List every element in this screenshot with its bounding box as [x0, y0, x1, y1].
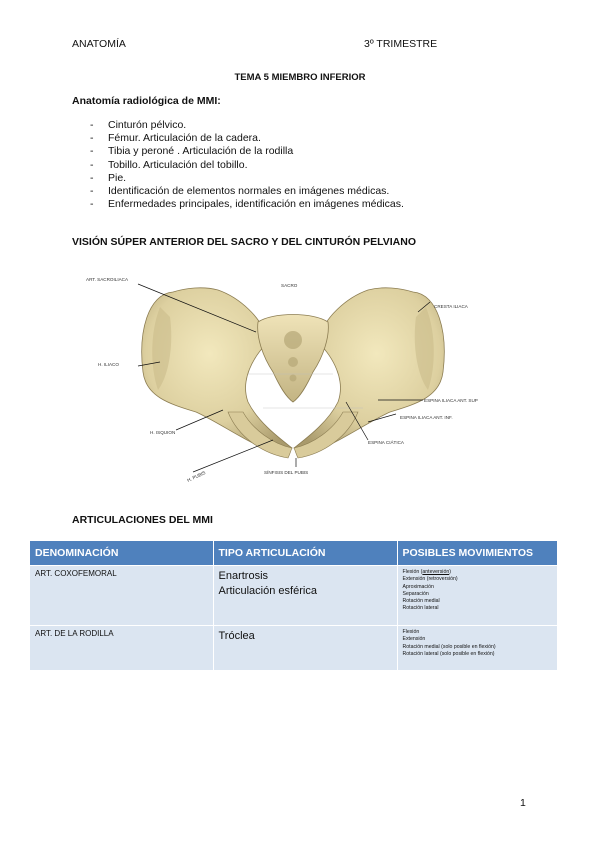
movement-item: Aproximación [402, 583, 434, 590]
joint-name: ART. COXOFEMORAL [30, 566, 213, 626]
section-heading-pelvis: VISIÓN SÚPER ANTERIOR DEL SACRO Y DEL CINTURÓN PELVIANO [72, 236, 417, 248]
page-title: TEMA 5 MIEMBRO INFERIOR [234, 72, 366, 83]
column-header: TIPO ARTICULACIÓN [213, 541, 397, 566]
header-term: 3º TRIMESTRE [364, 38, 438, 50]
topic-list [90, 119, 404, 211]
movement-item: Rotación lateral [402, 605, 439, 612]
joint-type [213, 626, 397, 670]
pelvis-figure [78, 262, 508, 484]
figure-label: SACRO [281, 283, 298, 288]
movement-item: Extensión [402, 636, 426, 643]
movement-item: Extensión (retroversión) [402, 576, 458, 583]
joint-type-line: Tróclea [218, 630, 255, 642]
movement-item: Rotación lateral (solo posible en flexión) [402, 650, 495, 657]
page-number: 1 [520, 797, 526, 809]
figure-label: H. PUBIS [186, 470, 207, 483]
figure-label: ESPINA CIÁTICA [368, 440, 404, 445]
joint-type-line: Articulación esférica [218, 585, 317, 597]
movement-item: Rotación medial [402, 598, 440, 605]
column-header: POSIBLES MOVIMIENTOS [397, 541, 557, 566]
list-item: - Pie. [90, 172, 404, 185]
section-heading-joints: ARTICULACIONES DEL MMI [72, 514, 213, 526]
movement-item: Separación [402, 590, 429, 597]
joint-type [213, 566, 397, 626]
list-item: - Identificación de elementos normales en imágenes médicas. [90, 185, 404, 198]
figure-label: ESPINA ILIACA ANT. SUP [424, 398, 478, 403]
figure-label: ESPINA ILIACA ANT. INF. [400, 415, 453, 420]
header-subject: ANATOMÍA [72, 38, 126, 50]
movement-item: Rotación medial (solo posible en flexión) [402, 643, 496, 650]
figure-label: SÍNFISIS DEL PUBIS [264, 470, 309, 475]
figure-label: CRESTA ILIACA [434, 304, 468, 309]
table-header-row [30, 541, 557, 566]
list-item: - Cinturón pélvico. [90, 119, 404, 132]
list-item: - Tobillo. Articulación del tobillo. [90, 159, 404, 172]
table-row [30, 626, 557, 670]
figure-label: ART. SACROILIACA [86, 277, 129, 282]
pelvis-illustration [78, 262, 508, 484]
subtitle: Anatomía radiológica de MMI: [72, 95, 221, 107]
figure-label: H. ILIACO [98, 362, 119, 367]
list-item: - Enfermedades principales, identificación en imágenes médicas. [90, 198, 404, 211]
joint-name: ART. DE LA RODILLA [30, 626, 213, 670]
column-header: DENOMINACIÓN [30, 541, 213, 566]
movement-item: Flexión (anteversión) [402, 569, 451, 575]
joint-movements [397, 626, 557, 670]
joint-type-line: Enartrosis [218, 570, 269, 582]
joint-movements [397, 566, 557, 626]
figure-label: H. ISQUION [150, 430, 176, 435]
joints-table [30, 541, 558, 670]
list-item: - Tibia y peroné . Articulación de la rodilla [90, 145, 404, 158]
table-row [30, 566, 557, 626]
list-item: - Fémur. Articulación de la cadera. [90, 132, 404, 145]
movement-item: Flexión [402, 629, 420, 635]
